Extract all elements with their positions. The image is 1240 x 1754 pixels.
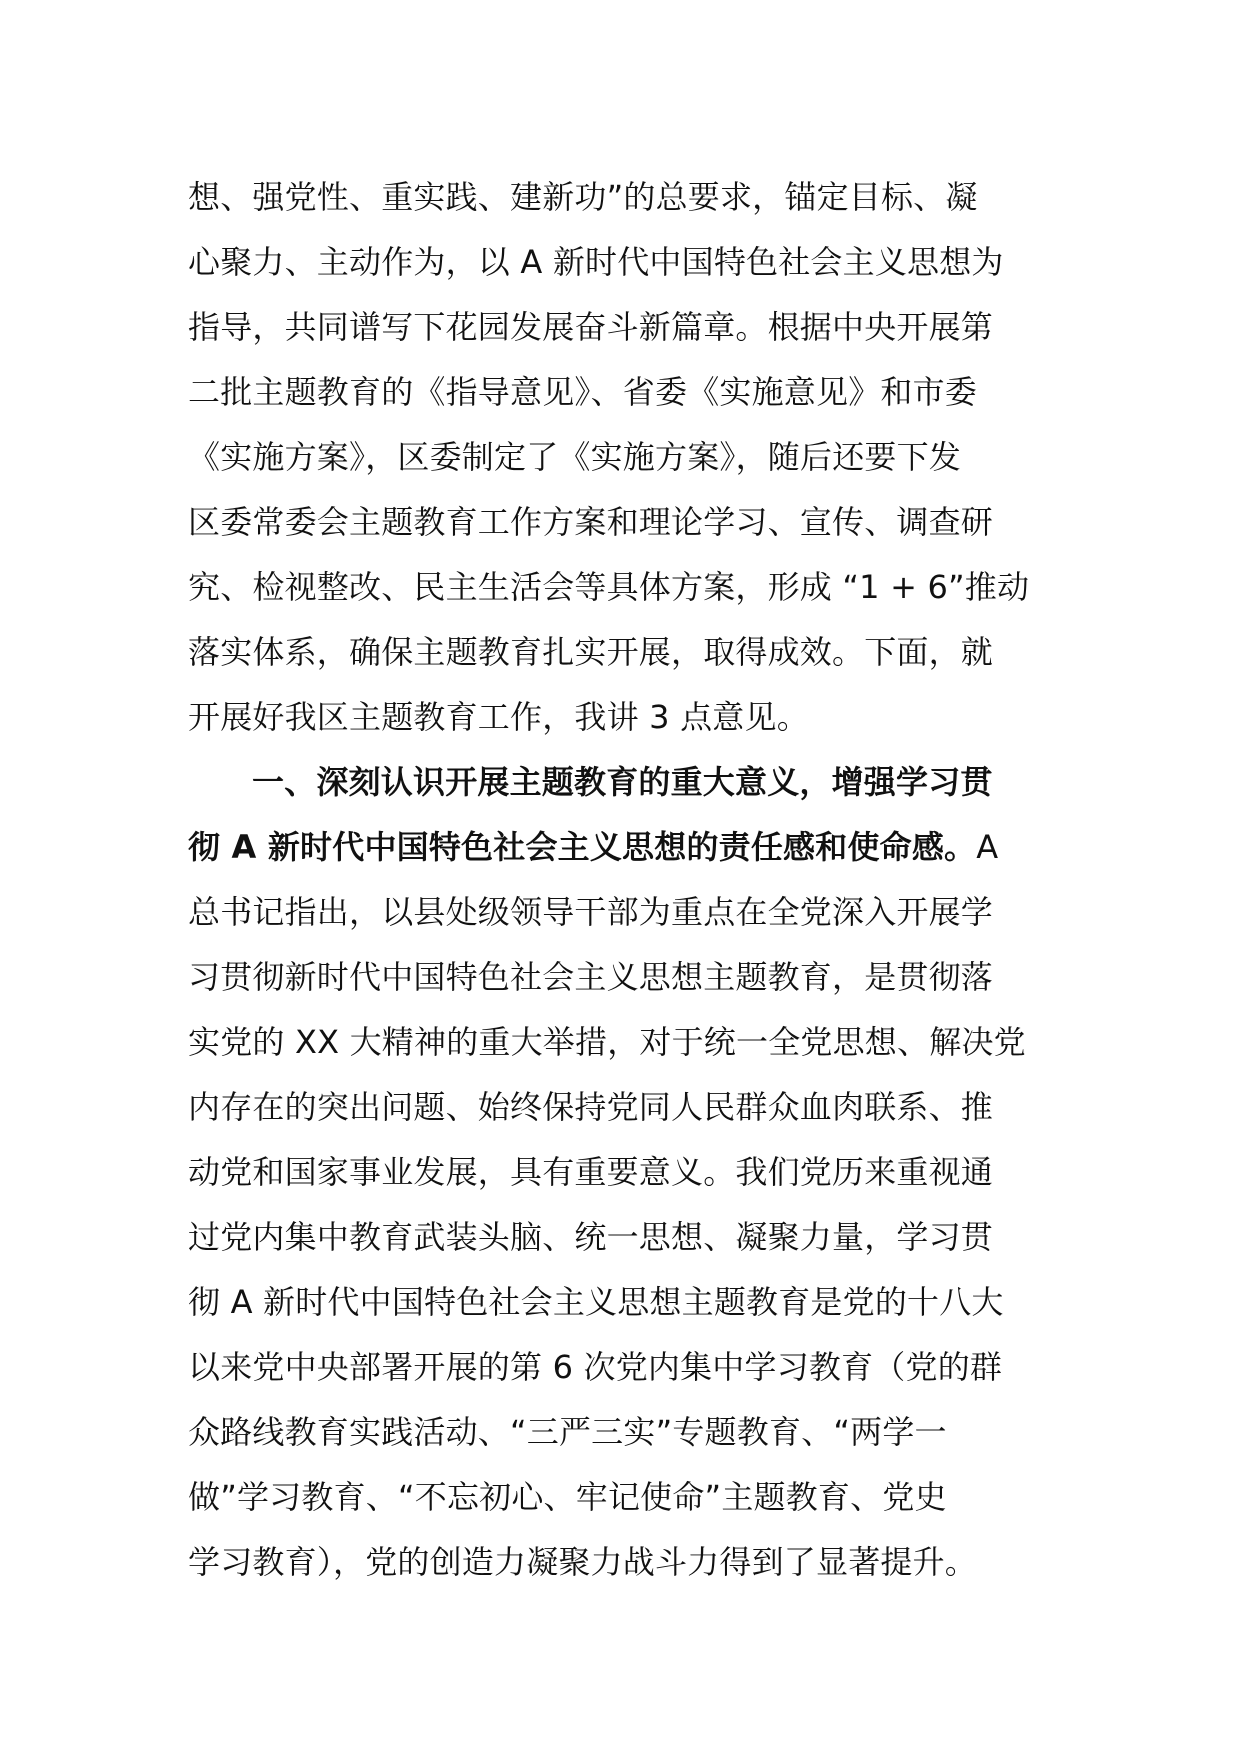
- text-line: 开展好我区主题教育工作，我讲 3 点意见。: [188, 698, 809, 736]
- section-heading-line: [188, 815, 1068, 880]
- section-heading-line: [188, 750, 1068, 815]
- text-line-continuation: A: [976, 828, 999, 866]
- text-line: 内存在的突出问题、始终保持党同人民群众血肉联系、推: [188, 1088, 994, 1126]
- text-line: 《实施方案》，区委制定了《实施方案》，随后还要下发: [188, 438, 962, 476]
- text-line: 总书记指出，以县处级领导干部为重点在全党深入开展学: [188, 893, 994, 931]
- text-line: 众路线教育实践活动、“三严三实”专题教育、“两学一: [188, 1413, 947, 1451]
- body-text: [188, 165, 1068, 1595]
- text-line: 想、强党性、重实践、建新功”的总要求，锚定目标、凝: [188, 178, 978, 216]
- section-heading-text: 一、深刻认识开展主题教育的重大意义，增强学习贯: [252, 763, 993, 801]
- text-line: 区委常委会主题教育工作方案和理论学习、宣传、调查研: [188, 503, 994, 541]
- text-line: 落实体系，确保主题教育扎实开展，取得成效。下面，就: [188, 633, 994, 671]
- text-line: 过党内集中教育武装头脑、统一思想、凝聚力量，学习贯: [188, 1218, 994, 1256]
- text-line: 实党的 XX 大精神的重大举措，对于统一全党思想、解决党: [188, 1023, 1026, 1061]
- text-line: 二批主题教育的《指导意见》、省委《实施意见》和市委: [188, 373, 978, 411]
- text-line: 心聚力、主动作为，以 A 新时代中国特色社会主义思想为: [188, 243, 1004, 281]
- text-line: 彻 A 新时代中国特色社会主义思想主题教育是党的十八大: [188, 1283, 1004, 1321]
- text-line: 究、检视整改、民主生活会等具体方案，形成 “1 + 6”推动: [188, 568, 1030, 606]
- text-line: 动党和国家事业发展，具有重要意义。我们党历来重视通: [188, 1153, 994, 1191]
- text-line: 学习教育），党的创造力凝聚力战斗力得到了显著提升。: [188, 1543, 978, 1581]
- text-line: 做”学习教育、“不忘初心、牢记使命”主题教育、党史: [188, 1478, 947, 1516]
- text-line: 以来党中央部署开展的第 6 次党内集中学习教育（党的群: [188, 1348, 1003, 1386]
- text-line: 指导，共同谱写下花园发展奋斗新篇章。根据中央开展第: [188, 308, 994, 346]
- text-line: 习贯彻新时代中国特色社会主义思想主题教育，是贯彻落: [188, 958, 994, 996]
- section-heading-text: 彻 A 新时代中国特色社会主义思想的责任感和使命感。: [188, 828, 977, 866]
